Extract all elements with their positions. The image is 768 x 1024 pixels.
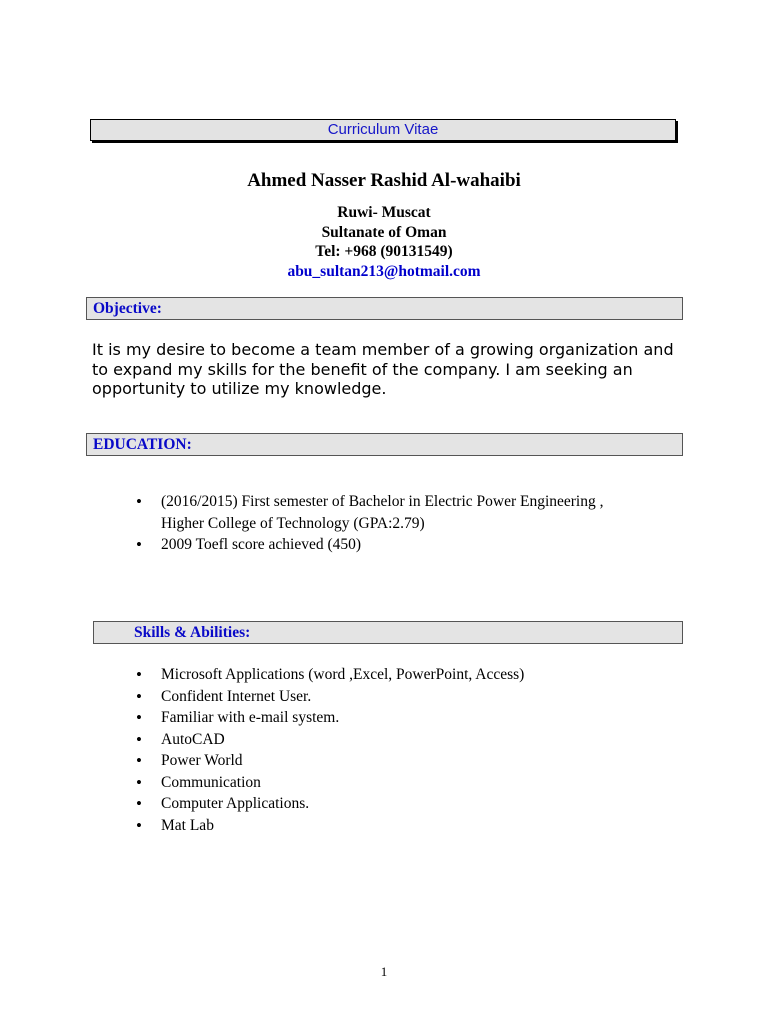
address-line-2: Sultanate of Oman [321, 223, 447, 241]
objective-text: It is my desire to become a team member of a growing organization and to expand my skills for the benefit of the company. I am seeking an opportunity to utilize my knowledge. [92, 340, 674, 398]
list-item: • 2009 Toefl score achieved (450) [136, 534, 606, 556]
education-heading: EDUCATION: [93, 436, 192, 453]
email-link[interactable]: abu_sultan213@hotmail.com [287, 262, 481, 280]
skills-heading: Skills & Abilities: [134, 624, 251, 641]
list-item: • Familiar with e-mail system. [136, 707, 656, 729]
objective-heading: Objective: [93, 300, 162, 317]
education-section-bar [86, 433, 683, 456]
cv-title-bar [90, 119, 676, 141]
cv-title: Curriculum Vitae [327, 121, 439, 138]
skills-list [136, 664, 656, 836]
person-name: Ahmed Nasser Rashid Al-wahaibi [247, 170, 521, 191]
list-item: • Mat Lab [136, 815, 656, 837]
list-item: • Communication [136, 772, 656, 794]
list-item: • Confident Internet User. [136, 686, 656, 708]
list-item: • Computer Applications. [136, 793, 656, 815]
skills-section-bar [93, 621, 683, 644]
list-item: • AutoCAD [136, 729, 656, 751]
education-list [136, 491, 606, 556]
list-item: • (2016/2015) First semester of Bachelor in Electric Power Engineering , Higher College of Technology (GPA:2.79) [136, 491, 606, 534]
objective-section-bar [86, 297, 683, 320]
list-item: • Power World [136, 750, 656, 772]
page-number: 1 [380, 964, 388, 979]
contact-block [0, 203, 768, 281]
phone: Tel: +968 (90131549) [315, 243, 453, 260]
address-line-1: Ruwi- Muscat [337, 204, 431, 221]
list-item: • Microsoft Applications (word ,Excel, PowerPoint, Access) [136, 664, 656, 686]
